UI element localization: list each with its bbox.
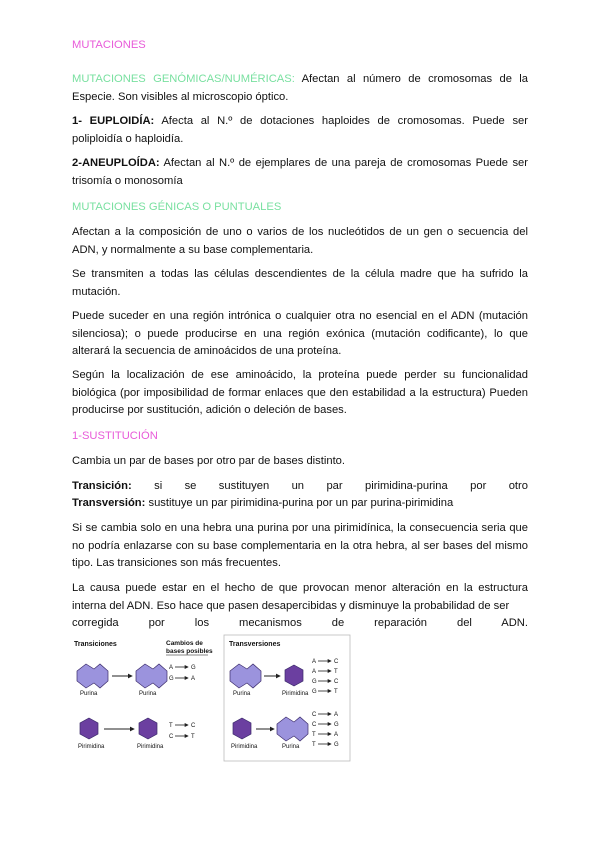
pirimidina-label-4: Pirimidina <box>231 744 258 750</box>
text-euploidia: Afecta al N.º de dotaciones haploides de cromosomas. Puede ser poliploidía o haploidía. <box>72 115 528 145</box>
transversiones-frame <box>224 635 350 761</box>
pyrimidine-shape-2 <box>139 718 157 739</box>
change-to: C <box>334 679 339 685</box>
paragraph-genomicas <box>72 71 528 106</box>
paragraph-sustitucion-intro: Cambia un par de bases por otro par de bases distinto. <box>72 455 346 467</box>
change-to: C <box>334 659 339 665</box>
changes-top-left <box>169 665 196 682</box>
change-to: T <box>191 734 195 740</box>
purina-label-1: Purina <box>80 691 98 697</box>
pirimidina-label-1: Pirimidina <box>78 744 105 750</box>
purina-label-3: Purina <box>233 691 251 697</box>
pyrimidine-shape-3 <box>285 665 303 686</box>
changes-bottom-right <box>312 712 339 748</box>
paragraph-3: Puede suceder en una región intrónica o cualquier otra no esencial en el ADN (mutación silenciosa); o puede producirse en una región exónica (mutación codificante), lo que alterará la secuencia de aminoácidos de una proteína. <box>72 310 528 357</box>
purine-shape-1 <box>77 664 108 688</box>
change-from: C <box>312 712 317 718</box>
change-from: C <box>312 722 317 728</box>
change-to: A <box>334 732 339 738</box>
change-from: A <box>312 669 317 675</box>
change-to: G <box>334 722 339 728</box>
text-transicion: si se sustituyen un par pirimidina-purina por otro <box>131 480 528 492</box>
heading-sustitucion: 1-SUSTITUCIÓN <box>72 430 158 442</box>
transversiones-title: Transversiones <box>229 641 281 648</box>
change-from: T <box>312 732 316 738</box>
bases-substitution-figure <box>72 633 352 763</box>
paragraph-aneuploidia <box>72 155 528 190</box>
purine-shape-4 <box>277 717 308 741</box>
purina-label-4: Purina <box>282 744 300 750</box>
label-euploidia: 1- EUPLOIDÍA: <box>72 115 155 127</box>
change-from: A <box>169 665 174 671</box>
heading-genicas: MUTACIONES GÉNICAS O PUNTUALES <box>72 201 282 213</box>
pyrimidine-shape-4 <box>233 718 251 739</box>
paragraph-4: Según la localización de ese aminoácido, la proteína puede perder su funcionalidad biológica (por imposibilidad de formar enlaces que den estabilidad a la estructura) Pueden producirse por sustitución, adición o deleción de bases. <box>72 369 528 416</box>
change-from: A <box>312 659 317 665</box>
change-to: T <box>334 689 338 695</box>
transiciones-panel <box>74 640 213 750</box>
change-from: G <box>169 676 174 682</box>
paragraph-1: Afectan a la composición de uno o varios de los nucleótidos de un gen o secuencia del ADN, y normalmente a su base complementaria. <box>72 226 528 256</box>
change-to: T <box>334 669 338 675</box>
purine-shape-2 <box>136 664 167 688</box>
text-transversion: sustituye un par pirimidina-purina por un par purina-pirimidina <box>145 497 454 509</box>
change-from: G <box>312 689 317 695</box>
changes-top-right <box>312 659 339 695</box>
change-from: G <box>312 679 317 685</box>
label-transversion: Transversión: <box>72 497 146 509</box>
pyrimidine-shape-1 <box>80 718 98 739</box>
cambios-subtitle-1: Cambios de <box>166 640 203 647</box>
paragraph-transversion <box>72 495 528 513</box>
change-from: C <box>169 734 174 740</box>
change-from: T <box>169 723 173 729</box>
purine-shape-3 <box>230 664 261 688</box>
transiciones-title: Transiciones <box>74 641 117 648</box>
change-to: C <box>191 723 196 729</box>
heading-genomicas: MUTACIONES GENÓMICAS/NUMÉRICAS: <box>72 73 295 85</box>
change-from: T <box>312 742 316 748</box>
paragraph-transicion <box>72 478 528 496</box>
cambios-subtitle-2: bases posibles <box>166 648 213 655</box>
transversiones-panel <box>224 635 350 761</box>
paragraph-euploidia <box>72 113 528 148</box>
paragraph-6-line-2: corregida por los mecanismos de reparación del ADN. <box>72 617 528 629</box>
document-title: MUTACIONES <box>72 39 146 51</box>
change-to: A <box>191 676 196 682</box>
paragraph-2: Se transmiten a todas las células descendientes de la célula madre que ha sufrido la mutación. <box>72 268 528 298</box>
purina-label-2: Purina <box>139 691 157 697</box>
change-to: G <box>191 665 196 671</box>
pirimidina-label-3: Pirimidina <box>282 691 309 697</box>
paragraph-6-line-1: La causa puede estar en el hecho de que provocan menor alteración en la estructura interna del ADN. Eso hace que pasen desapercibidas y disminuye la probabilidad de ser <box>72 582 528 612</box>
changes-bottom-left <box>169 723 196 740</box>
label-aneuploidia: 2-ANEUPLOÍDA: <box>72 157 160 169</box>
label-transicion: Transición: <box>72 480 132 492</box>
text-genomicas: Afectan al número de cromosomas de la Especie. Son visibles al microscopio óptico. <box>72 73 528 103</box>
change-to: G <box>334 742 339 748</box>
text-aneuploidia: Afectan al N.º de ejemplares de una pareja de cromosomas Puede ser trisomía o monosomía <box>72 157 528 187</box>
paragraph-5: Si se cambia solo en una hebra una purina por una pirimidínica, la consecuencia seria que no podría enlazarse con su base complementaria en la otra hebra, al ser bases del mismo tipo. Las transiciones son más frecuentes. <box>72 522 528 569</box>
pirimidina-label-2: Pirimidina <box>137 744 164 750</box>
paragraph-6 <box>72 580 528 615</box>
change-to: A <box>334 712 339 718</box>
